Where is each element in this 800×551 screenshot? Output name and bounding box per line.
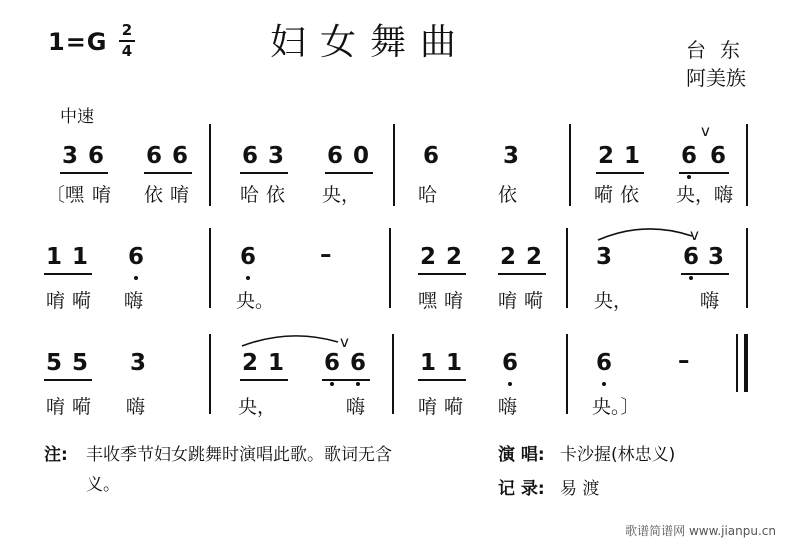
lyric: 嗨 bbox=[498, 396, 518, 418]
note: 3 bbox=[268, 143, 285, 169]
lyric: 唷 bbox=[46, 396, 66, 418]
note: 1 bbox=[420, 350, 437, 376]
lyric: 唷 bbox=[46, 290, 66, 312]
note: 2 bbox=[500, 244, 517, 270]
key-signature: 1=G bbox=[48, 28, 108, 56]
notes-line-1: 丰收季节妇女跳舞时演唱此歌。歌词无含 bbox=[86, 445, 392, 465]
notes-label: 注: bbox=[44, 445, 68, 465]
note: 6 bbox=[128, 244, 145, 270]
recorder-name: 易 渡 bbox=[560, 479, 600, 499]
note: 6 bbox=[327, 143, 344, 169]
lyric: 嗬 bbox=[524, 290, 544, 312]
note: 1 bbox=[46, 244, 63, 270]
lyric: 央， bbox=[322, 184, 361, 206]
slur-row2 bbox=[598, 229, 692, 240]
lyric: 嗨 bbox=[124, 290, 144, 312]
note: 6 bbox=[681, 143, 698, 169]
lyric: 嗨 bbox=[346, 396, 366, 418]
note: 2 bbox=[446, 244, 463, 270]
lyric: 央， bbox=[238, 396, 277, 418]
recorder-label: 记 录: bbox=[498, 479, 545, 499]
note: 5 bbox=[46, 350, 63, 376]
lyric: 哈 bbox=[240, 184, 260, 206]
note: 2 bbox=[420, 244, 437, 270]
watermark: 歌谱简谱网 www.jianpu.cn bbox=[625, 524, 776, 538]
lyric: 依 bbox=[144, 184, 164, 206]
origin-region: 台东 bbox=[686, 38, 754, 62]
accent-mark: v bbox=[340, 333, 349, 351]
lyric: 依 bbox=[266, 184, 286, 206]
note: 1 bbox=[446, 350, 463, 376]
rest-dash: – bbox=[678, 348, 690, 374]
time-signature-bottom: 4 bbox=[121, 42, 133, 60]
note: 6 bbox=[502, 350, 519, 376]
note: 6 bbox=[242, 143, 259, 169]
notes-line-2: 义。 bbox=[86, 475, 120, 495]
lyric: 唷 bbox=[92, 184, 112, 206]
accent-mark: v bbox=[701, 122, 710, 140]
lyric: 唷 bbox=[444, 290, 464, 312]
slur-row3 bbox=[242, 336, 338, 346]
note: 2 bbox=[598, 143, 615, 169]
lyric: 央， bbox=[594, 290, 633, 312]
note: 0 bbox=[353, 143, 370, 169]
singer-label: 演 唱: bbox=[498, 445, 545, 465]
lyric: 嗨 bbox=[126, 396, 146, 418]
note: 2 bbox=[242, 350, 259, 376]
note: 6 bbox=[88, 143, 105, 169]
note: 3 bbox=[130, 350, 147, 376]
accent-mark: v bbox=[690, 226, 699, 244]
note: 3 bbox=[596, 244, 613, 270]
note: 6 bbox=[324, 350, 341, 376]
note: 6 bbox=[172, 143, 189, 169]
time-signature-top: 2 bbox=[121, 21, 133, 39]
note: 6 bbox=[350, 350, 367, 376]
lyric: 央。 bbox=[236, 290, 275, 312]
lyric: 依 bbox=[498, 184, 518, 206]
note: 6 bbox=[596, 350, 613, 376]
note: 3 bbox=[708, 244, 725, 270]
origin-ethnicity: 阿美族 bbox=[686, 66, 746, 90]
singer-name: 卡沙握(林忠义) bbox=[560, 445, 676, 465]
note: 6 bbox=[710, 143, 727, 169]
lyric: 嗬 bbox=[72, 290, 92, 312]
lyric: 嗬 bbox=[444, 396, 464, 418]
note: 2 bbox=[526, 244, 543, 270]
lyric: 唷 bbox=[418, 396, 438, 418]
lyric: 嗨 bbox=[700, 290, 720, 312]
lyric: 嗬 bbox=[594, 184, 614, 206]
lyric: 依 bbox=[620, 184, 640, 206]
lyric: 哈 bbox=[418, 184, 438, 206]
note: 6 bbox=[240, 244, 257, 270]
note: 6 bbox=[423, 143, 440, 169]
note: 3 bbox=[503, 143, 520, 169]
song-title: 妇女舞曲 bbox=[270, 22, 471, 63]
lyric: 央。〕 bbox=[592, 396, 640, 418]
note: 3 bbox=[62, 143, 79, 169]
note: 5 bbox=[72, 350, 89, 376]
note: 6 bbox=[146, 143, 163, 169]
lyric: 嗬 bbox=[72, 396, 92, 418]
note: 1 bbox=[624, 143, 641, 169]
note: 6 bbox=[683, 244, 700, 270]
rest-dash: – bbox=[320, 242, 332, 268]
lyric: 唷 bbox=[170, 184, 190, 206]
note: 1 bbox=[72, 244, 89, 270]
lyric: 央，嗨 bbox=[676, 184, 734, 206]
lyric: 嘿 bbox=[418, 290, 438, 312]
tempo-marking: 中速 bbox=[60, 107, 94, 127]
lyric: 唷 bbox=[498, 290, 518, 312]
lyric: 〔嘿 bbox=[46, 184, 85, 206]
note: 1 bbox=[268, 350, 285, 376]
